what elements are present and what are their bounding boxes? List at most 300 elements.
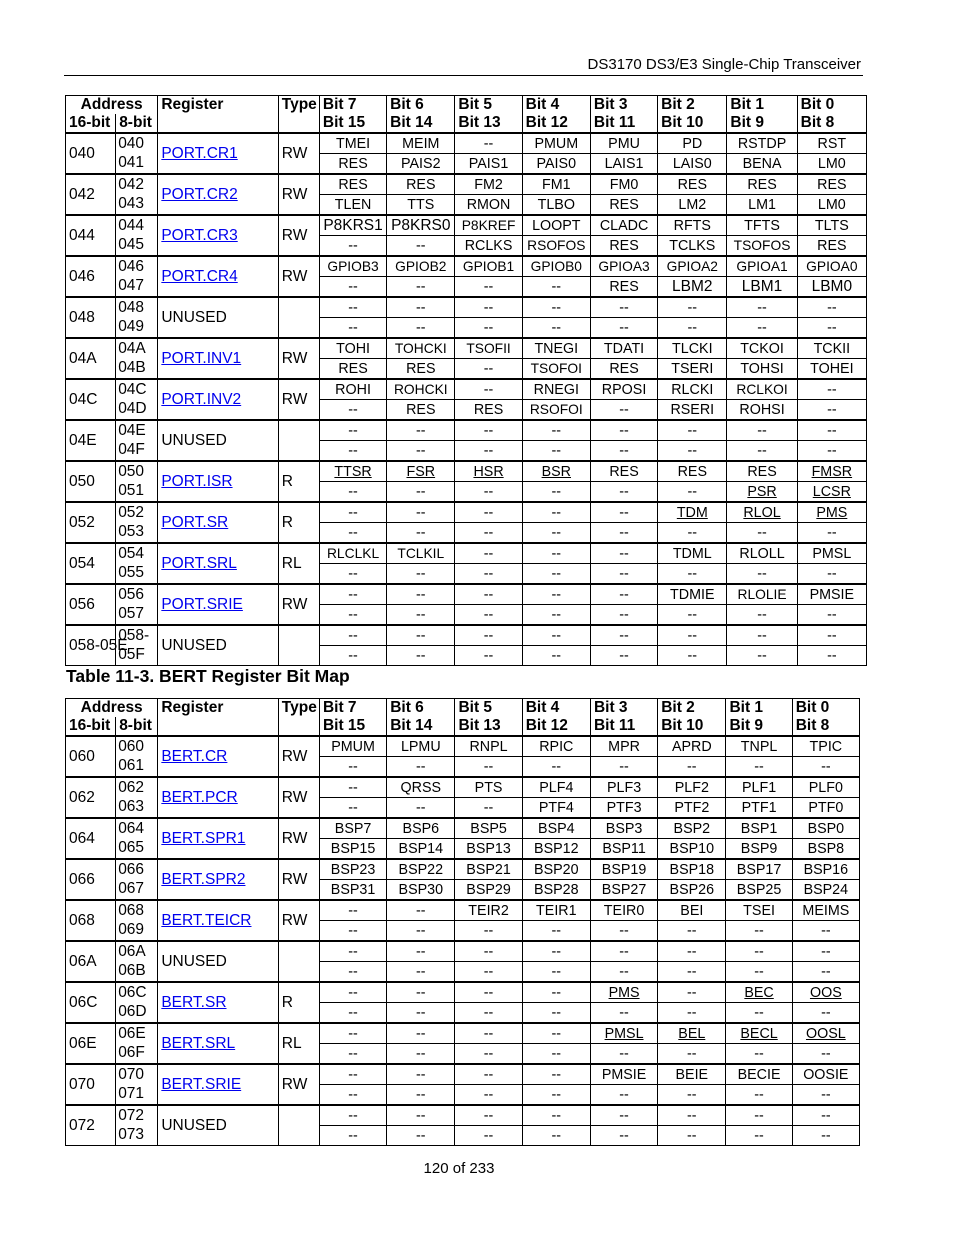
- address-16bit: 06E: [66, 1023, 116, 1064]
- bit-cell: BEL: [658, 1023, 726, 1044]
- bit-cell: --: [658, 482, 727, 503]
- bit-cell: --: [590, 502, 657, 523]
- address-8bit-low: 06A: [118, 943, 146, 960]
- bit-header-high: Bit 7: [322, 96, 357, 113]
- address-8bit-high: 055: [118, 564, 145, 581]
- register-link[interactable]: BERT.SRIE: [161, 1075, 242, 1093]
- address-8bit-low: 048: [118, 299, 145, 316]
- register-link[interactable]: PORT.INV2: [161, 390, 242, 408]
- bit-cell: RSTDP: [727, 133, 797, 154]
- bit-cell: --: [387, 941, 455, 962]
- bit-cell: --: [522, 1003, 590, 1024]
- bit-cell: --: [658, 318, 727, 339]
- header-rule: [64, 75, 863, 76]
- bit-cell: TSOFOS: [727, 236, 797, 257]
- bit-cell: --: [797, 523, 866, 544]
- bit-cell: --: [455, 564, 522, 585]
- bit-header-low: Bit 8: [800, 114, 835, 131]
- address-8bit-header: 8-bit: [116, 114, 158, 133]
- bit-cell: BEIE: [658, 1064, 726, 1085]
- bit-cell: RLOL: [727, 502, 797, 523]
- register-row: [66, 859, 860, 880]
- register-header: Register: [158, 96, 278, 134]
- register-row: [66, 736, 860, 757]
- bit-header: [387, 699, 455, 737]
- type-header: Type: [278, 699, 319, 737]
- register-name-cell: [158, 859, 278, 900]
- bit-cell: --: [522, 605, 590, 626]
- bit-cell: OOS: [792, 982, 859, 1003]
- bit-cell: MPR: [590, 736, 657, 757]
- bit-cell: --: [658, 646, 727, 666]
- bit-cell: --: [319, 564, 386, 585]
- bit-header-high: Bit 4: [525, 96, 560, 113]
- bit-cell: LM0: [797, 154, 866, 175]
- register-link[interactable]: PORT.CR4: [161, 267, 238, 285]
- address-8bit-high: 067: [118, 880, 145, 897]
- address-16bit: 072: [66, 1105, 116, 1146]
- bit-header: [387, 96, 455, 134]
- bit-cell: --: [387, 1064, 455, 1085]
- bit-cell: --: [727, 605, 797, 626]
- bit-cell: GPIOB0: [522, 256, 590, 277]
- bit-cell: LPMU: [387, 736, 455, 757]
- bit-cell: --: [727, 318, 797, 339]
- bit-cell: BSP21: [455, 859, 522, 880]
- bit-cell: --: [455, 359, 522, 380]
- bit-cell: --: [727, 297, 797, 318]
- bit-cell: --: [387, 798, 455, 819]
- bit-cell: --: [522, 584, 590, 605]
- bit-cell: RES: [319, 359, 386, 380]
- bit-cell: BSP1: [726, 818, 792, 839]
- address-8bit: [116, 941, 158, 982]
- address-8bit-high: 04F: [118, 441, 145, 458]
- bit-cell: --: [590, 1003, 657, 1024]
- address-16bit: 06A: [66, 941, 116, 982]
- bit-cell: APRD: [658, 736, 726, 757]
- bit-header-high: Bit 4: [525, 699, 560, 716]
- bit-cell: --: [522, 646, 590, 666]
- bit-cell: TOHI: [319, 338, 386, 359]
- register-link[interactable]: PORT.SR: [161, 513, 229, 531]
- bit-cell: FMSR: [797, 461, 866, 482]
- address-8bit-high: 047: [118, 277, 145, 294]
- register-name: UNUSED: [161, 1116, 227, 1134]
- bit-cell: --: [319, 523, 386, 544]
- bit-cell: P8KRS1: [319, 215, 386, 236]
- bit-cell: --: [319, 482, 386, 503]
- register-row: [66, 1023, 860, 1044]
- bit-header-high: Bit 0: [800, 96, 835, 113]
- bit-cell: --: [658, 921, 726, 942]
- register-link[interactable]: BERT.SPR2: [161, 870, 246, 888]
- bit-cell: TDMIE: [658, 584, 727, 605]
- bit-cell: --: [455, 133, 522, 154]
- bit-cell: TOHCKI: [387, 338, 455, 359]
- register-name-cell: [158, 982, 278, 1023]
- register-name-cell: [158, 1064, 278, 1105]
- bit-cell: BSP18: [658, 859, 726, 880]
- register-name-cell: [158, 461, 278, 502]
- bit-cell: BSP12: [522, 839, 590, 860]
- bit-cell: --: [455, 277, 522, 298]
- bit-cell: --: [797, 605, 866, 626]
- bit-cell: --: [658, 605, 727, 626]
- register-type: [278, 420, 319, 461]
- address-8bit-high: 04D: [118, 400, 147, 417]
- bit-cell: RCLKS: [455, 236, 522, 257]
- register-link[interactable]: BERT.CR: [161, 747, 228, 765]
- bit-cell: LBM0: [797, 277, 866, 298]
- bit-cell: BSP31: [319, 880, 386, 901]
- bit-cell: PTF0: [792, 798, 859, 819]
- bit-cell: PLF2: [658, 777, 726, 798]
- bit-cell: TSERI: [658, 359, 727, 380]
- register-link[interactable]: BERT.SPR1: [161, 829, 246, 847]
- register-link[interactable]: BERT.TEICR: [161, 911, 252, 929]
- bit-cell: OOSL: [792, 1023, 859, 1044]
- bit-cell: LAIS1: [590, 154, 657, 175]
- register-row: [66, 133, 867, 154]
- bit-cell: RES: [455, 400, 522, 421]
- address-8bit-high: 057: [118, 605, 145, 622]
- bit-cell: --: [387, 646, 455, 666]
- address-8bit: [116, 982, 158, 1023]
- bit-cell: OOSIE: [792, 1064, 859, 1085]
- bit-header-low: Bit 10: [661, 717, 704, 734]
- bit-cell: RSOFOS: [522, 236, 590, 257]
- register-link[interactable]: PORT.INV1: [161, 349, 242, 367]
- bit-cell: --: [387, 523, 455, 544]
- register-name-cell: [158, 256, 278, 297]
- bit-cell: --: [590, 921, 657, 942]
- address-8bit: [116, 625, 158, 666]
- bit-cell: --: [522, 502, 590, 523]
- bit-cell: LBM2: [658, 277, 727, 298]
- address-16bit-header: 16-bit: [66, 114, 116, 133]
- bit-cell: PMSL: [797, 543, 866, 564]
- address-8bit-low: 06C: [118, 984, 147, 1001]
- bit-cell: --: [387, 625, 455, 646]
- address-16bit: 060: [66, 736, 116, 777]
- bit-cell: --: [658, 523, 727, 544]
- bit-cell: --: [455, 543, 522, 564]
- bit-header-low: Bit 10: [661, 114, 704, 131]
- bit-cell: LOOPT: [522, 215, 590, 236]
- address-8bit-high: 061: [118, 757, 145, 774]
- bit-cell: --: [387, 605, 455, 626]
- bit-cell: BSP14: [387, 839, 455, 860]
- address-8bit-header: 8-bit: [116, 717, 158, 736]
- bit-cell: --: [319, 777, 386, 798]
- bit-cell: RES: [590, 236, 657, 257]
- bit-cell: PMSIE: [797, 584, 866, 605]
- bit-cell: RES: [319, 174, 386, 195]
- bit-cell: --: [319, 921, 386, 942]
- bit-cell: --: [658, 1085, 726, 1106]
- bit-cell: --: [792, 1085, 859, 1106]
- register-name-cell: [158, 379, 278, 420]
- bit-cell: BSP24: [792, 880, 859, 901]
- bit-cell: PD: [658, 133, 727, 154]
- bit-cell: RES: [797, 236, 866, 257]
- bit-cell: --: [522, 921, 590, 942]
- bit-cell: PAIS1: [455, 154, 522, 175]
- bit-cell: PAIS2: [387, 154, 455, 175]
- bit-cell: --: [726, 1044, 792, 1065]
- bit-cell: --: [522, 482, 590, 503]
- bit-header-low: Bit 9: [729, 717, 764, 734]
- register-link[interactable]: PORT.CR3: [161, 226, 238, 244]
- register-name-cell: [158, 1105, 278, 1146]
- address-8bit-low: 056: [118, 586, 145, 603]
- bit-cell: --: [319, 1105, 386, 1126]
- register-link[interactable]: PORT.SRL: [161, 554, 237, 572]
- bit-cell: TPIC: [792, 736, 859, 757]
- bit-header-high: Bit 6: [390, 699, 424, 716]
- bit-cell: --: [455, 297, 522, 318]
- register-name-cell: [158, 338, 278, 379]
- register-name-cell: [158, 133, 278, 174]
- bit-cell: --: [387, 502, 455, 523]
- bit-cell: --: [590, 584, 657, 605]
- bit-cell: PMS: [797, 502, 866, 523]
- register-row: [66, 584, 867, 605]
- bit-header-low: Bit 12: [525, 114, 568, 131]
- address-header: Address: [66, 699, 158, 718]
- register-name-cell: [158, 818, 278, 859]
- bit-cell: GPIOA3: [590, 256, 657, 277]
- bit-cell: --: [387, 982, 455, 1003]
- bit-cell: --: [590, 646, 657, 666]
- bit-cell: --: [319, 1085, 386, 1106]
- address-8bit: [116, 297, 158, 338]
- address-8bit-low: 052: [118, 504, 145, 521]
- bit-cell: --: [658, 982, 726, 1003]
- address-16bit: 040: [66, 133, 116, 174]
- address-16bit: 046: [66, 256, 116, 297]
- bit-header-high: Bit 1: [729, 699, 764, 716]
- bit-cell: TFTS: [727, 215, 797, 236]
- register-row: [66, 461, 867, 482]
- bit-cell: GPIOB1: [455, 256, 522, 277]
- bit-cell: BSP8: [792, 839, 859, 860]
- bit-cell: BSP5: [455, 818, 522, 839]
- bit-cell: --: [319, 1064, 386, 1085]
- bit-cell: --: [726, 1105, 792, 1126]
- bit-cell: --: [792, 941, 859, 962]
- bit-cell: --: [319, 1003, 386, 1024]
- bit-cell: TLCKI: [658, 338, 727, 359]
- bit-cell: TOHEI: [797, 359, 866, 380]
- bit-cell: --: [455, 1126, 522, 1146]
- bit-cell: TCLKIL: [387, 543, 455, 564]
- bit-cell: RPOSI: [590, 379, 657, 400]
- bit-cell: --: [590, 941, 657, 962]
- bit-cell: BSP2: [658, 818, 726, 839]
- bit-header-low: Bit 14: [390, 114, 433, 131]
- register-type: RW: [278, 133, 319, 174]
- bit-cell: BSP15: [319, 839, 386, 860]
- register-row: [66, 982, 860, 1003]
- bit-header-low: Bit 13: [458, 114, 501, 131]
- register-link[interactable]: PORT.ISR: [161, 472, 233, 490]
- bit-cell: RES: [387, 400, 455, 421]
- bit-header: [590, 699, 657, 737]
- bit-cell: TEIR1: [522, 900, 590, 921]
- bit-cell: LM2: [658, 195, 727, 216]
- address-8bit: [116, 736, 158, 777]
- bit-header: [797, 96, 866, 134]
- bit-cell: TCKOI: [727, 338, 797, 359]
- register-link[interactable]: BERT.SR: [161, 993, 227, 1011]
- bit-cell: --: [455, 584, 522, 605]
- register-type: RW: [278, 900, 319, 941]
- address-8bit-high: 071: [118, 1085, 145, 1102]
- register-link[interactable]: BERT.SRL: [161, 1034, 236, 1052]
- register-link[interactable]: PORT.CR1: [161, 144, 238, 162]
- register-row: [66, 215, 867, 236]
- bit-cell: --: [727, 564, 797, 585]
- register-type: RL: [278, 1023, 319, 1064]
- register-type: RW: [278, 736, 319, 777]
- bit-cell: HSR: [455, 461, 522, 482]
- bit-cell: BECL: [726, 1023, 792, 1044]
- bit-cell: --: [797, 297, 866, 318]
- bit-cell: P8KRS0: [387, 215, 455, 236]
- bit-cell: --: [455, 379, 522, 400]
- register-row: [66, 420, 867, 441]
- bit-cell: --: [455, 941, 522, 962]
- bit-cell: --: [387, 441, 455, 462]
- page-number: 120 of 233: [423, 1160, 495, 1177]
- register-name-cell: [158, 420, 278, 461]
- register-type: RW: [278, 859, 319, 900]
- register-name-cell: [158, 625, 278, 666]
- register-type: RW: [278, 215, 319, 256]
- register-name: UNUSED: [161, 636, 227, 654]
- bit-cell: --: [590, 962, 657, 983]
- bit-cell: TLTS: [797, 215, 866, 236]
- bit-cell: --: [590, 523, 657, 544]
- address-8bit-high: 041: [118, 154, 145, 171]
- bit-cell: PMSIE: [590, 1064, 657, 1085]
- bit-cell: --: [658, 297, 727, 318]
- register-row: [66, 543, 867, 564]
- address-16bit: 056: [66, 584, 116, 625]
- bit-cell: --: [455, 420, 522, 441]
- bit-cell: TNPL: [726, 736, 792, 757]
- bit-cell: ROHI: [319, 379, 386, 400]
- bit-header-low: Bit 14: [390, 717, 433, 734]
- bit-header-high: Bit 3: [593, 96, 628, 113]
- bit-cell: RST: [797, 133, 866, 154]
- bit-cell: --: [658, 1105, 726, 1126]
- address-8bit-high: 063: [118, 798, 145, 815]
- register-type: [278, 941, 319, 982]
- address-8bit-high: 053: [118, 523, 145, 540]
- register-type: [278, 625, 319, 666]
- bit-cell: --: [522, 318, 590, 339]
- bit-cell: BSP29: [455, 880, 522, 901]
- bit-cell: QRSS: [387, 777, 455, 798]
- bit-cell: FM2: [455, 174, 522, 195]
- bit-cell: --: [590, 625, 657, 646]
- bit-cell: PMSL: [590, 1023, 657, 1044]
- bit-cell: --: [319, 400, 386, 421]
- bit-cell: TSOFII: [455, 338, 522, 359]
- bit-cell: --: [455, 921, 522, 942]
- address-8bit-low: 064: [118, 820, 145, 837]
- address-16bit: 044: [66, 215, 116, 256]
- bit-cell: PTF2: [658, 798, 726, 819]
- bit-cell: MEIMS: [792, 900, 859, 921]
- bit-header-low: Bit 8: [795, 717, 830, 734]
- running-header: DS3170 DS3/E3 Single-Chip Transceiver: [587, 56, 861, 73]
- bit-cell: --: [727, 420, 797, 441]
- bit-cell: BSP27: [590, 880, 657, 901]
- bit-header-high: Bit 0: [795, 699, 830, 716]
- bit-cell: TNEGI: [522, 338, 590, 359]
- port-register-table: [65, 95, 867, 666]
- bit-cell: LAIS0: [658, 154, 727, 175]
- bit-cell: --: [590, 543, 657, 564]
- register-name-cell: [158, 297, 278, 338]
- bit-cell: BEC: [726, 982, 792, 1003]
- register-link[interactable]: BERT.PCR: [161, 788, 238, 806]
- bit-cell: --: [590, 297, 657, 318]
- address-8bit-low: 06E: [118, 1025, 146, 1042]
- register-link[interactable]: PORT.SRIE: [161, 595, 243, 613]
- bit-cell: TMEI: [319, 133, 386, 154]
- register-row: [66, 818, 860, 839]
- bit-cell: --: [319, 441, 386, 462]
- address-8bit-low: 066: [118, 861, 145, 878]
- register-link[interactable]: PORT.CR2: [161, 185, 238, 203]
- bit-cell: --: [387, 584, 455, 605]
- address-8bit-low: 050: [118, 463, 145, 480]
- bit-cell: --: [590, 420, 657, 441]
- bit-cell: --: [590, 400, 657, 421]
- bit-cell: RLOLIE: [727, 584, 797, 605]
- bit-cell: RES: [387, 174, 455, 195]
- register-type: RL: [278, 543, 319, 584]
- bit-cell: GPIOA2: [658, 256, 727, 277]
- bit-cell: TDATI: [590, 338, 657, 359]
- bit-cell: --: [658, 962, 726, 983]
- bit-cell: ROHCKI: [387, 379, 455, 400]
- bit-cell: TLBO: [522, 195, 590, 216]
- register-row: [66, 625, 867, 646]
- bit-cell: PAIS0: [522, 154, 590, 175]
- bit-cell: --: [319, 584, 386, 605]
- bit-cell: --: [658, 757, 726, 778]
- bit-cell: PMU: [590, 133, 657, 154]
- bit-cell: BEI: [658, 900, 726, 921]
- bit-cell: PLF0: [792, 777, 859, 798]
- bit-cell: RNPL: [455, 736, 522, 757]
- bit-cell: --: [726, 757, 792, 778]
- register-row: [66, 777, 860, 798]
- register-row: [66, 174, 867, 195]
- bit-cell: --: [455, 1105, 522, 1126]
- register-type: RW: [278, 777, 319, 818]
- bit-cell: --: [455, 1044, 522, 1065]
- bit-cell: BSP9: [726, 839, 792, 860]
- bit-cell: --: [455, 502, 522, 523]
- bit-cell: --: [319, 277, 386, 298]
